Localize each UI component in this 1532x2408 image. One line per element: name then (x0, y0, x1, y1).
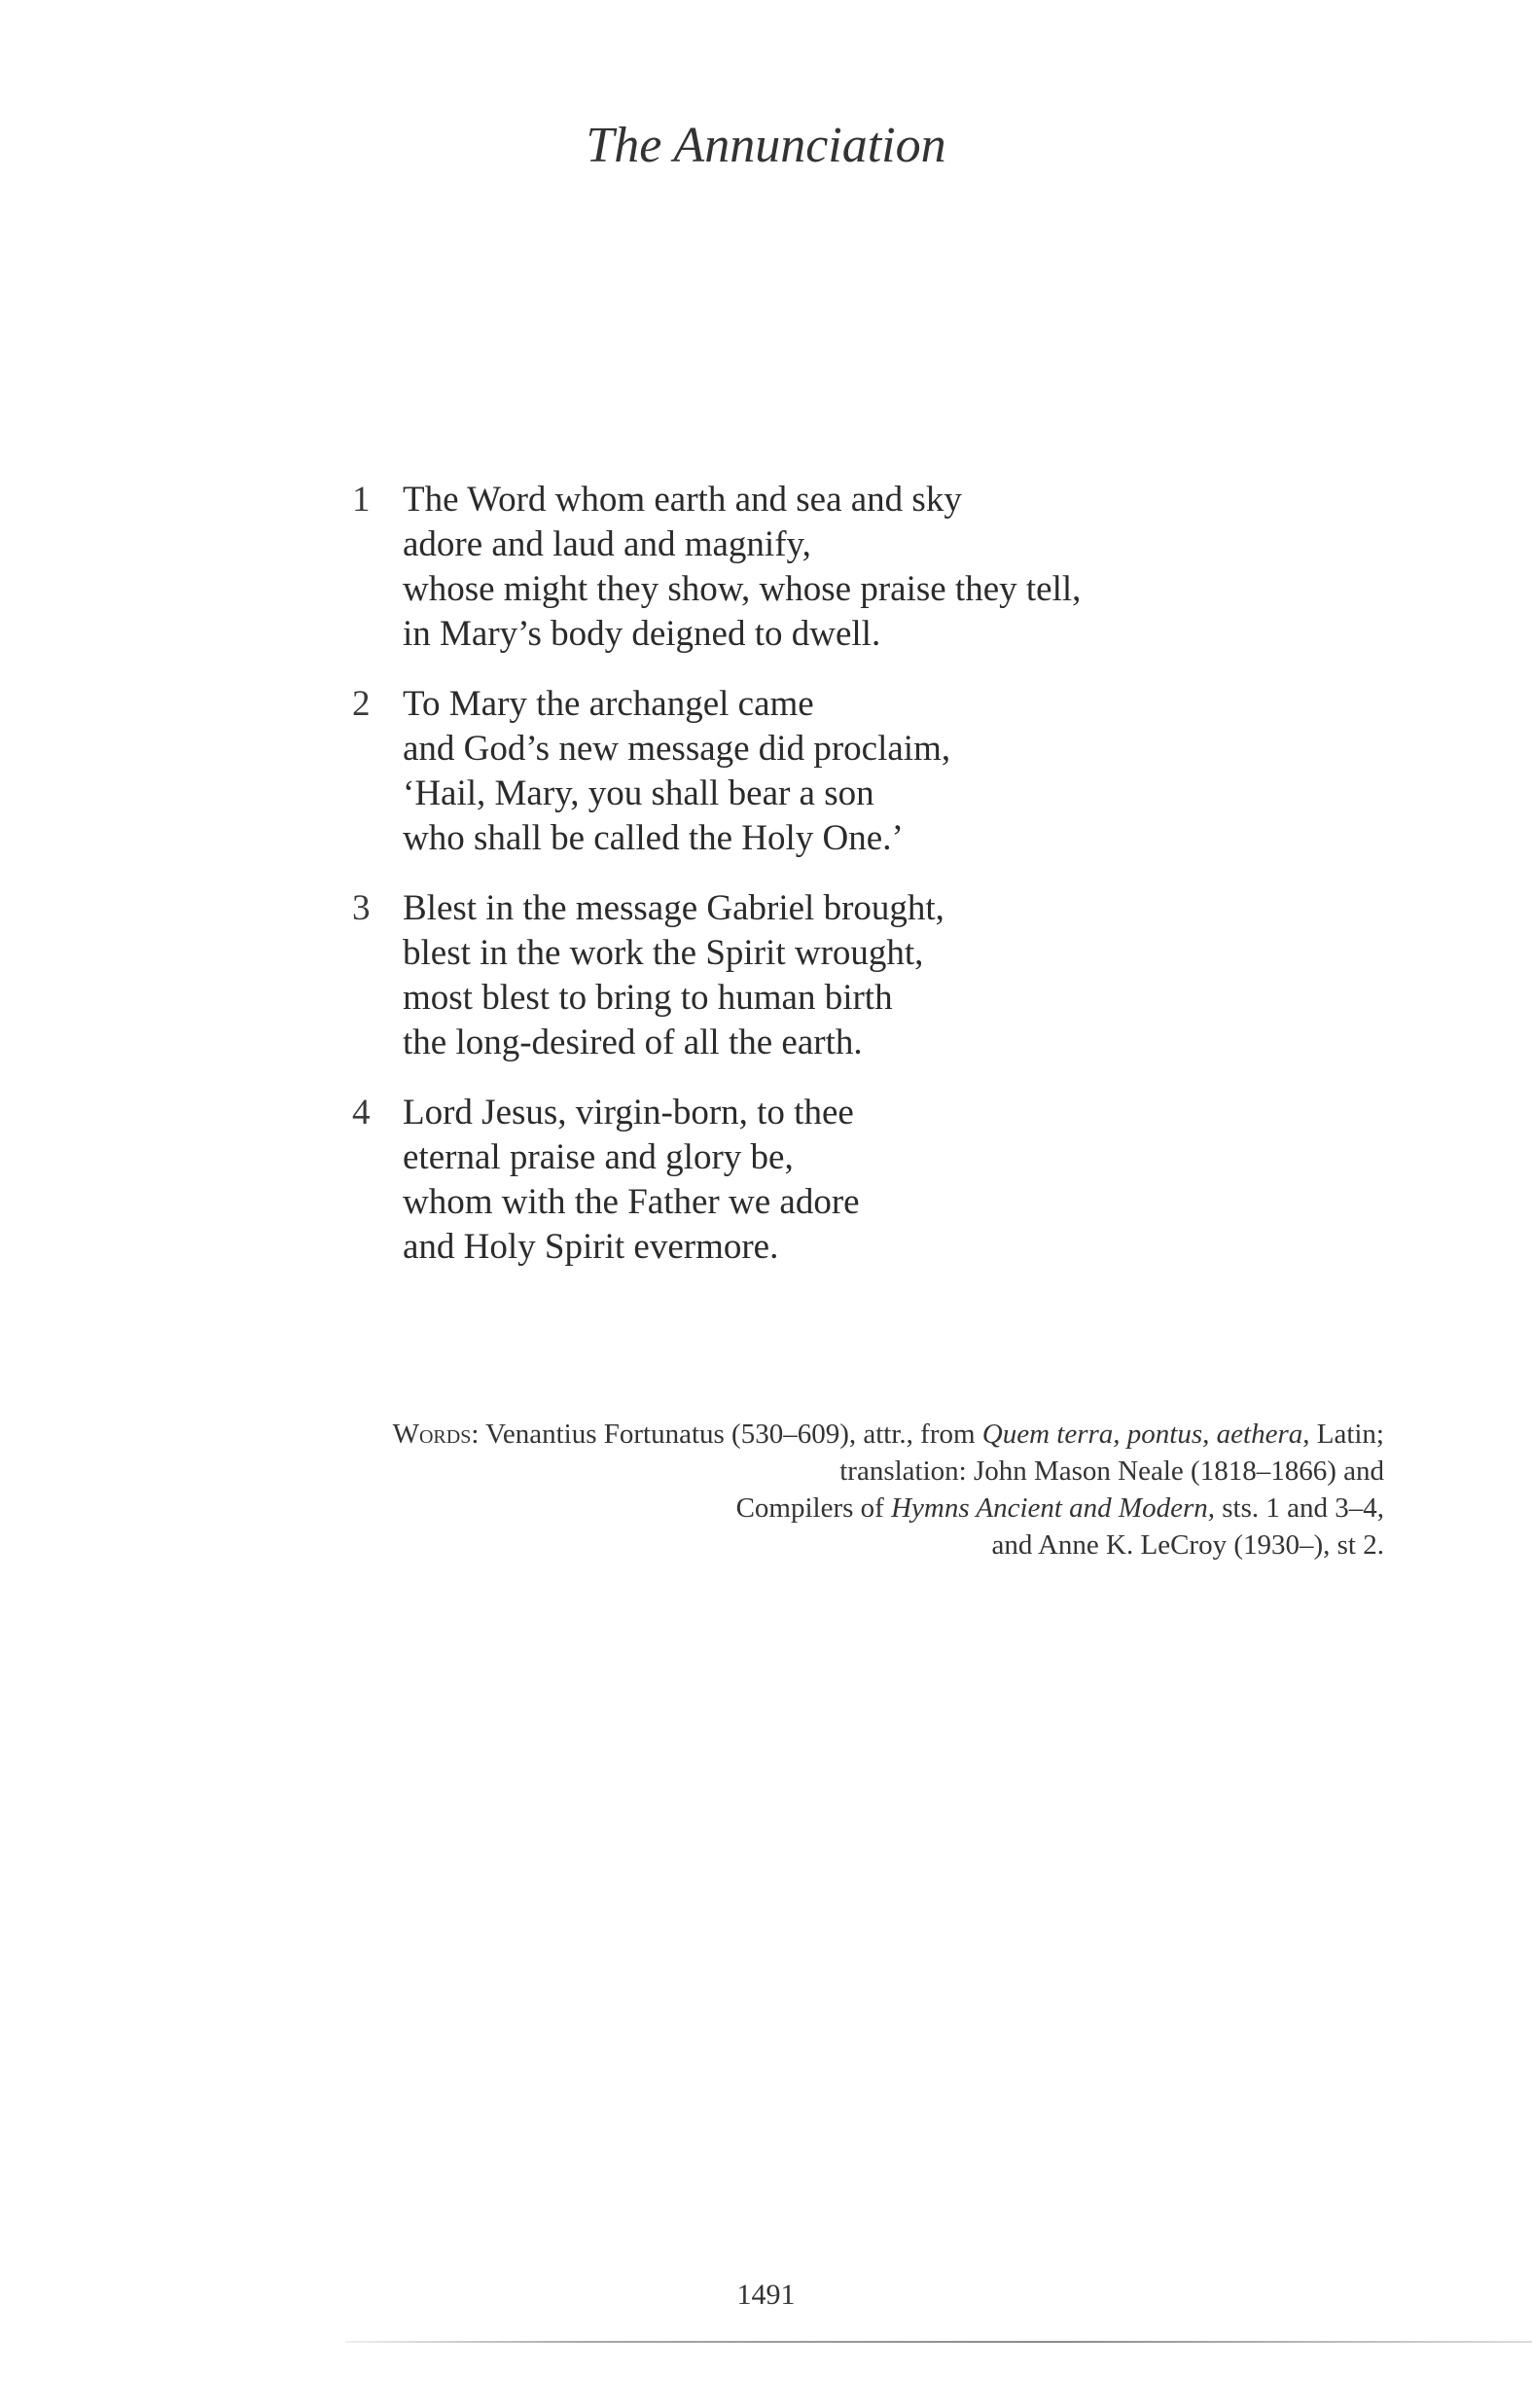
credit-line: translation: John Mason Neale (1818–1866) and (839, 1456, 1384, 1487)
verse-line: whom with the Father we adore (403, 1182, 860, 1222)
verse-line: To Mary the archangel came (403, 684, 814, 724)
verse-line: adore and laud and magnify, (403, 524, 811, 564)
bottom-rule (345, 2341, 1532, 2343)
credit-title-latin: Quem terra, pontus, aethera (981, 1419, 1303, 1450)
credit-line (120, 1490, 1384, 1527)
verse-line: the long-desired of all the earth. (403, 1023, 863, 1062)
verse-line: most blest to bring to human birth (403, 978, 893, 1018)
verse-line: ‘Hail, Mary, you shall bear a son (403, 773, 874, 813)
credit-text: Compilers of (735, 1492, 892, 1524)
verse-line: and Holy Spirit evermore. (403, 1227, 779, 1267)
verse-number: 4 (352, 1093, 371, 1132)
verse-line: whose might they show, whose praise they tell, (403, 569, 1082, 609)
credit-line: Words: Venantius Fortunatus (530–609), attr., from Quem terra, pontus, aethera, Latin; (392, 1419, 1384, 1450)
credit-title-hymnal: Hymns Ancient and Modern, (891, 1492, 1215, 1524)
credit-label: Words (392, 1419, 472, 1450)
verse-number: 1 (352, 480, 371, 520)
verse-line: Blest in the message Gabriel brought, (403, 888, 944, 928)
page-number: 1491 (736, 2279, 796, 2311)
hymn-text (352, 478, 1228, 1295)
verse-3 (352, 886, 1228, 1065)
verse-line: Lord Jesus, virgin-born, to thee (403, 1093, 854, 1132)
verse-1 (352, 478, 1228, 657)
verse-2 (352, 682, 1228, 861)
page-title: The Annunciation (586, 118, 946, 173)
credit-text: sts. 1 and 3–4, (1215, 1492, 1384, 1524)
credit-line: and Anne K. LeCroy (1930–), st 2. (991, 1529, 1384, 1561)
verse-4 (352, 1091, 1228, 1270)
verse-line: The Word whom earth and sea and sky (403, 480, 962, 520)
verse-line: in Mary’s body deigned to dwell. (403, 614, 881, 654)
words-credit (120, 1416, 1384, 1563)
verse-line: eternal praise and glory be, (403, 1137, 794, 1177)
verse-number: 3 (352, 888, 371, 928)
credit-text: , Latin; (1302, 1419, 1384, 1450)
verse-line: who shall be called the Holy One.’ (403, 818, 904, 858)
verse-line: and God’s new message did proclaim, (403, 729, 951, 769)
credit-text: Venantius Fortunatus (530–609), attr., from (485, 1419, 982, 1450)
verse-line: blest in the work the Spirit wrought, (403, 933, 924, 973)
verse-number: 2 (352, 684, 371, 724)
